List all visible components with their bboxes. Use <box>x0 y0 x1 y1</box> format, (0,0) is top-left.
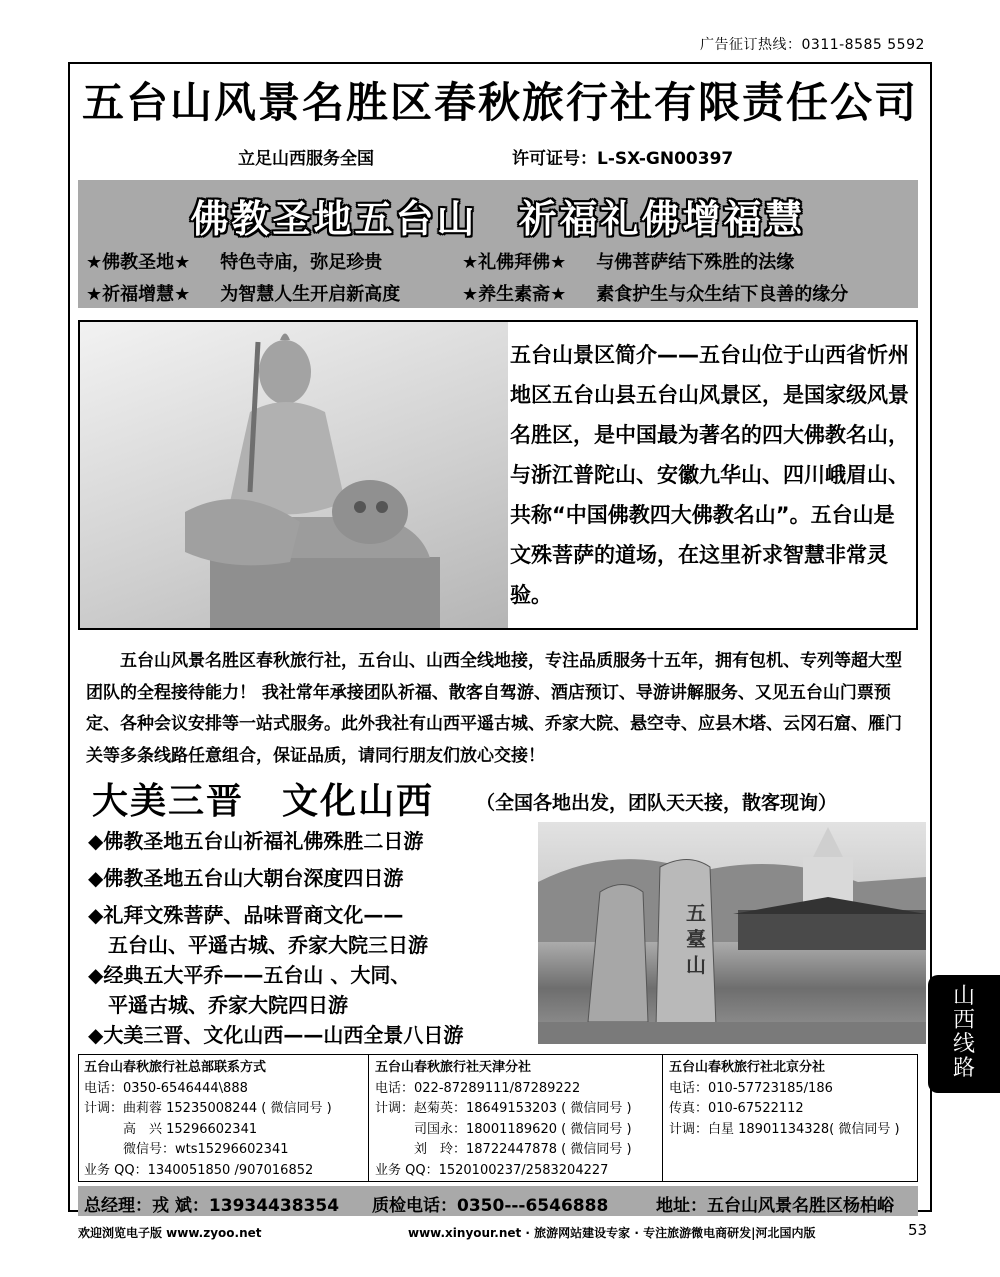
ad-hotline: 广告征订热线：0311-8585 5592 <box>700 37 925 53</box>
feature-item <box>86 280 400 306</box>
contact-line: 电话：010-57723185/186 <box>669 1080 833 1096</box>
contact-header: 五台山春秋旅行社天津分社 <box>375 1060 532 1075</box>
contact-line: 司国永：18001189620 ( 微信同号 ) <box>375 1121 632 1137</box>
feature-text: 与佛菩萨结下殊胜的法缘 <box>596 252 795 273</box>
page-number: 53 <box>908 1221 928 1239</box>
contact-line: 微信号：wts15296602341 <box>84 1142 289 1157</box>
company-name: 五台山风景名胜区春秋旅行社有限责任公司 <box>81 78 918 127</box>
routes-subheading: （全国各地出发，团队天天接，散客现询） <box>476 792 838 814</box>
agency-description: 五台山风景名胜区春秋旅行社，五台山、山西全线地接，专注品质服务十五年，拥有包机、专列等超大型团队的全程接待能力！ 我社常年承接团队祈福、散客自驾游、酒店预订、导游讲解服务、又见五台山门票预定、各种会议安排等一站式服务。此外我社有山西平遥古城、乔家大院、悬空寺、应县木塔、云冈石窟、雁门关等多条线路任意组合，保证品质，请同行朋友们放心交接！ <box>86 651 902 766</box>
footer-left: 欢迎浏览电子版 www.zyoo.net <box>78 1226 262 1240</box>
contact-line: 高 兴 15296602341 <box>84 1121 258 1137</box>
route-item: ◆经典五大平乔——五台山 、大同、 <box>88 963 411 987</box>
routes-heading: 大美三晋 文化山西 <box>92 781 435 822</box>
side-tab-char: 线 <box>952 1032 975 1057</box>
contact-line: 业务 QQ：1340051850 /907016852 <box>84 1162 314 1178</box>
feature-tag: ★养生素斋★ <box>462 284 567 305</box>
feature-text: 特色寺庙，弥足珍贵 <box>220 252 383 273</box>
contact-header: 五台山春秋旅行社总部联系方式 <box>84 1060 267 1075</box>
route-item: ◆大美三晋、文化山西——山西全景八日游 <box>88 1023 464 1047</box>
footer-right: www.xinyour.net · 旅游网站建设专家 · 专注旅游微电商研发|河北国内版 <box>408 1226 816 1240</box>
feature-text: 为智慧人生开启新高度 <box>220 284 401 305</box>
intro-text: 五台山景区简介——五台山位于山西省忻州地区五台山县五台山风景区，是国家级风景名胜区，是中国最为著名的四大佛教名山，与浙江普陀山、安徽九华山、四川峨眉山、共称“中国佛教四大佛教名山”。五台山是文殊菩萨的道场，在这里祈求智慧非常灵验。 <box>510 343 909 607</box>
contact-beijing <box>662 1054 918 1182</box>
temple-scene-illustration <box>538 822 926 1044</box>
address: 地址：五台山风景名胜区杨柏峪 <box>656 1196 894 1216</box>
contact-line: 电话：022-87289111/87289222 <box>375 1080 581 1096</box>
company-slogan: 立足山西服务全国 <box>238 149 374 169</box>
side-tab-char: 山 <box>952 984 975 1009</box>
wutaishan-photo <box>538 822 926 1044</box>
license-number: 许可证号：L-SX-GN00397 <box>512 149 734 169</box>
contact-line: 电话：0350-6546444\888 <box>84 1080 248 1096</box>
contact-tianjin <box>368 1054 662 1182</box>
route-item: ◆礼拜文殊菩萨、品味晋商文化—— <box>88 903 404 927</box>
feature-tag: ★佛教圣地★ <box>86 252 191 273</box>
contact-line: 计调：赵菊英：18649153203 ( 微信同号 ) <box>375 1101 632 1116</box>
stone-inscription: 五臺山 <box>686 901 706 977</box>
general-manager: 总经理：戎 斌：13934438354 <box>84 1196 340 1216</box>
contact-line: 传真：010-67522112 <box>669 1101 804 1116</box>
contact-line: 刘 玲：18722447878 ( 微信同号 ) <box>375 1142 632 1157</box>
contact-header: 五台山春秋旅行社北京分社 <box>669 1060 826 1075</box>
feature-item <box>86 248 382 274</box>
route-item: ◆佛教圣地五台山大朝台深度四日游 <box>88 866 404 890</box>
manjusri-statue-image <box>80 322 508 628</box>
section-side-tab <box>928 975 1000 1093</box>
contact-line: 计调：白星 18901134328( 微信同号 ) <box>669 1121 900 1137</box>
contact-line: 计调：曲莉蓉 15235008244 ( 微信同号 ) <box>84 1101 332 1116</box>
contact-hq <box>78 1054 368 1182</box>
feature-item <box>462 248 794 274</box>
feature-tag: ★祈福增慧★ <box>86 284 191 305</box>
route-item: 平遥古城、乔家大院四日游 <box>88 993 348 1017</box>
statue-illustration <box>80 322 508 628</box>
route-item: 五台山、平遥古城、乔家大院三日游 <box>88 933 428 957</box>
feature-item <box>462 280 848 306</box>
feature-text: 素食护生与众生结下良善的缘分 <box>596 284 849 305</box>
quality-phone: 质检电话：0350---6546888 <box>372 1196 609 1216</box>
contact-line: 业务 QQ：1520100237/2583204227 <box>375 1162 609 1178</box>
route-item: ◆佛教圣地五台山祈福礼佛殊胜二日游 <box>88 829 424 853</box>
side-tab-char: 路 <box>952 1056 975 1081</box>
feature-tag: ★礼佛拜佛★ <box>462 252 567 273</box>
side-tab-char: 西 <box>952 1008 975 1033</box>
banner-title: 佛教圣地五台山 祈福礼佛增福慧 <box>190 197 806 241</box>
